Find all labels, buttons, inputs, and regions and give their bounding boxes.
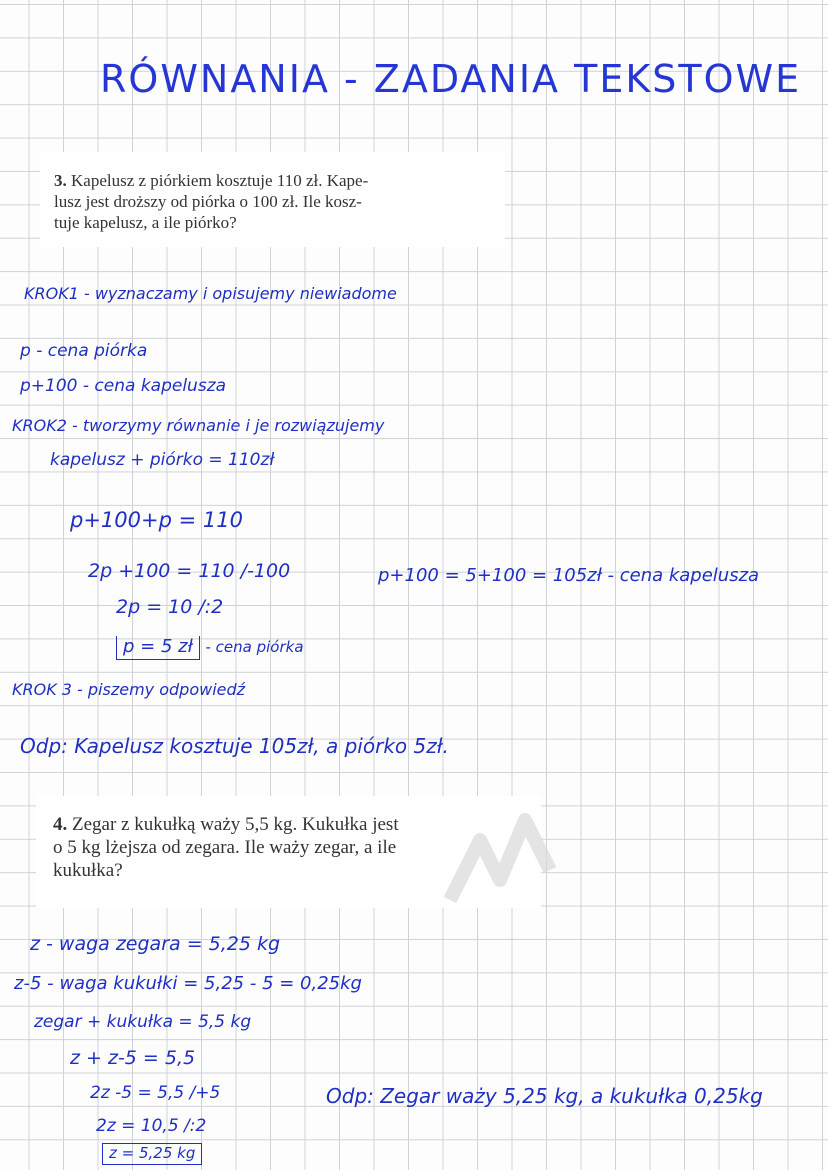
equation-4-line-2: 2z -5 = 5,5 /+5 — [90, 1083, 221, 1103]
task-3-line-3: tuje kapelusz, a ile piórko? — [54, 213, 237, 232]
task-3-box — [40, 152, 505, 247]
equation-3-result: p = 5 zł — [116, 636, 200, 660]
task-3-line-2: lusz jest droższy od piórka o 100 zł. Ile kosz- — [54, 192, 362, 211]
answer-4: Odp: Zegar waży 5,25 kg, a kukułka 0,25kg — [326, 1084, 763, 1108]
variable-p: p - cena piórka — [20, 341, 148, 361]
task-3-line-1: 3. Kapelusz z piórkiem kosztuje 110 zł. Kape- — [54, 171, 369, 190]
variable-z-minus-5: z-5 - waga kukułki = 5,25 - 5 = 0,25kg — [14, 973, 362, 994]
task-4-line-2: o 5 kg lżejsza od zegara. Ile waży zegar, a ile — [53, 837, 397, 858]
equation-3-line-2: 2p +100 = 110 /-100 — [88, 560, 291, 582]
task-4-number: 4. — [53, 814, 68, 835]
answer-3: Odp: Kapelusz kosztuje 105zł, a piórko 5zł. — [20, 734, 449, 758]
equation-4-result-row — [102, 1146, 202, 1161]
variable-p-plus-100: p+100 - cena kapelusza — [20, 376, 227, 396]
equation-words-4: zegar + kukułka = 5,5 kg — [34, 1012, 252, 1032]
equation-3-result-row — [116, 638, 304, 656]
equation-4-result: z = 5,25 kg — [102, 1143, 202, 1165]
equation-words-3: kapelusz + piórko = 110zł — [50, 450, 275, 470]
watermark-logo — [430, 800, 560, 910]
equation-3-line-3: 2p = 10 /:2 — [116, 596, 224, 618]
task-4-line-1: 4. Zegar z kukułką waży 5,5 kg. Kukułka jest — [53, 814, 399, 835]
page-title: RÓWNANIA - ZADANIA TEKSTOWE — [100, 57, 802, 101]
task-3-number: 3. — [54, 171, 67, 190]
variable-z: z - waga zegara = 5,25 kg — [30, 933, 281, 955]
equation-3-result-label: - cena piórka — [205, 638, 304, 656]
equation-4-line-3: 2z = 10,5 /:2 — [96, 1116, 207, 1136]
equation-4-line-1: z + z-5 = 5,5 — [70, 1047, 196, 1069]
task-4-line-3: kukułka? — [53, 860, 123, 881]
equation-3-line-1: p+100+p = 110 — [70, 508, 243, 532]
step-1-heading: KROK1 - wyznaczamy i opisujemy niewiadome — [24, 284, 397, 303]
step-3-heading: KROK 3 - piszemy odpowiedź — [12, 680, 246, 699]
step-2-heading: KROK2 - tworzymy równanie i je rozwiązujemy — [12, 416, 385, 435]
side-calculation: p+100 = 5+100 = 105zł - cena kapelusza — [378, 565, 760, 586]
